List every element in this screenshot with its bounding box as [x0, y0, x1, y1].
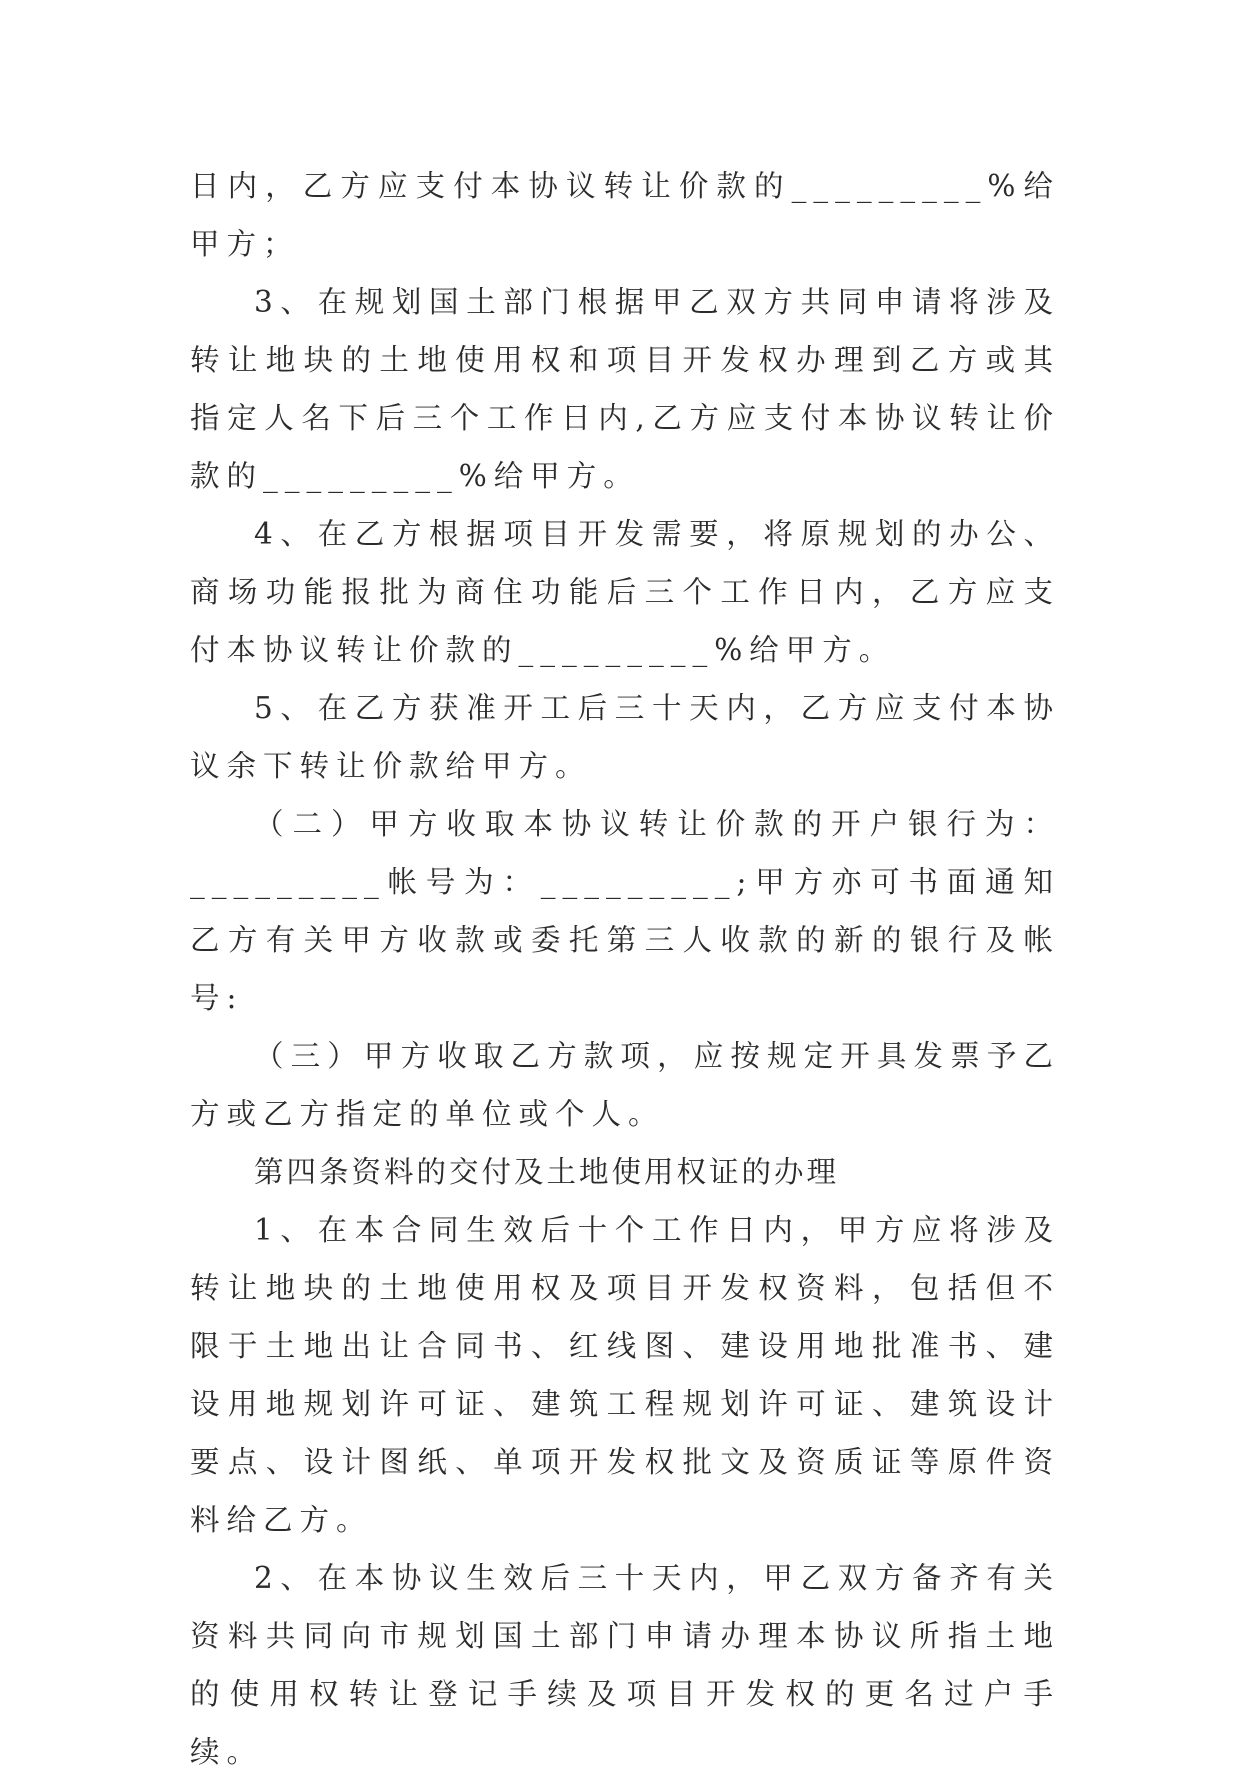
section-heading-article-4: 第四条资料的交付及土地使用权证的办理 — [254, 1155, 840, 1189]
paragraph-article-4-item-2: 2、在本协议生效后三十天内，甲乙双方备齐有关资料共同向市规划国土部门申请办理本协议所指土地的使用权转让登记手续及项目开发权的更名过户手续。 — [190, 1561, 1060, 1769]
paragraph-article-4-item-1: 1、在本合同生效后十个工作日内，甲方应将涉及转让地块的土地使用权及项目开发权资料，包括但不限于土地出让合同书、红线图、建设用地批准书、建设用地规划许可证、建筑工程规划许可证、建筑设计要点、设计图纸、单项开发权批文及资质证等原件资料给乙方。 — [190, 1213, 1060, 1537]
paragraph-clause-5: 5、在乙方获准开工后三十天内，乙方应支付本协议余下转让价款给甲方。 — [190, 691, 1060, 783]
paragraph-clause-4: 4、在乙方根据项目开发需要，将原规划的办公、商场功能报批为商住功能后三个工作日内，乙方应支付本协议转让价款的_________%给甲方。 — [190, 517, 1060, 667]
paragraph-invoice: （三）甲方收取乙方款项，应按规定开具发票予乙方或乙方指定的单位或个人。 — [190, 1039, 1060, 1131]
document-body — [190, 157, 1060, 1781]
paragraph-clause-3: 3、在规划国土部门根据甲乙双方共同申请将涉及转让地块的土地使用权和项目开发权办理到乙方或其指定人名下后三个工作日内,乙方应支付本协议转让价款的_________%给甲方。 — [190, 285, 1060, 493]
paragraph-bank-account: （二）甲方收取本协议转让价款的开户银行为：_________帐号为：_________;甲方亦可书面通知乙方有关甲方收款或委托第三人收款的新的银行及帐号: — [190, 807, 1060, 1015]
paragraph-payment-continued: 日内，乙方应支付本协议转让价款的_________%给甲方； — [190, 169, 1060, 261]
